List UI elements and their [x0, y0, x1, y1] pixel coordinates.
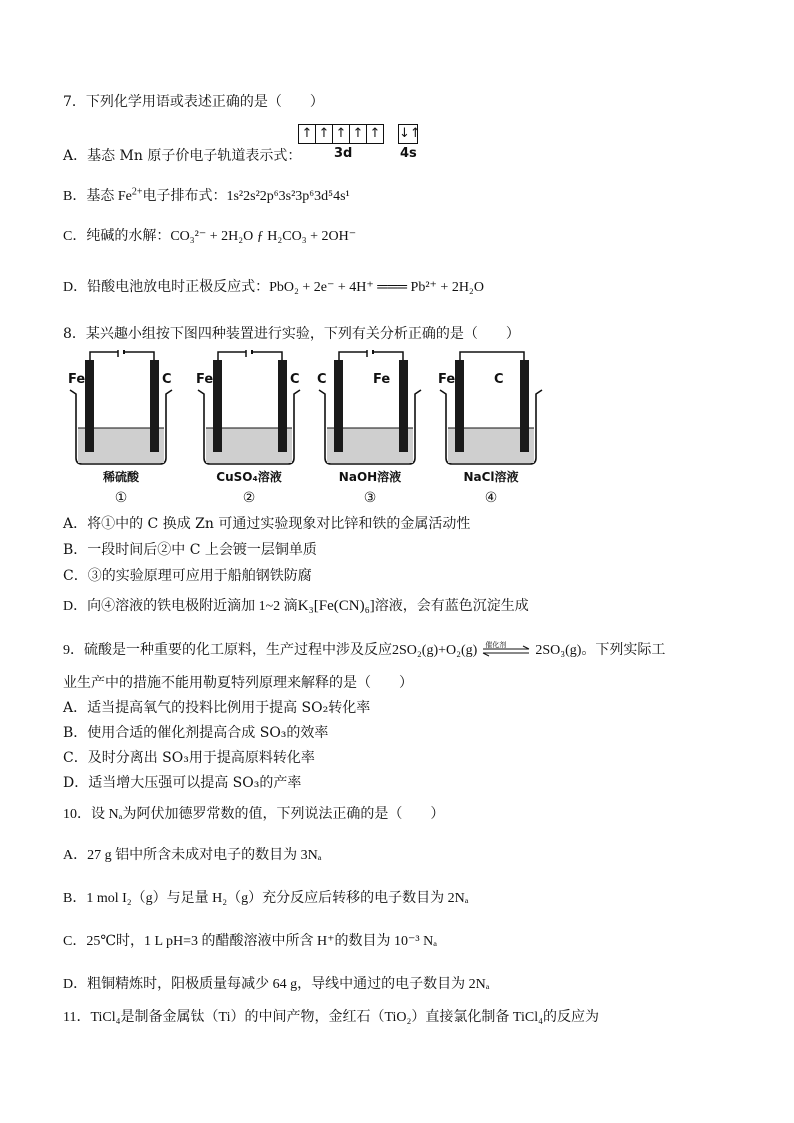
q7-b-mid: 电子排布式： [142, 189, 227, 204]
apparatus-number: ② [242, 490, 256, 506]
electrode-right-label: C [290, 372, 300, 387]
orbital-3d-boxes [298, 124, 384, 144]
electrode-left-label: Fe [196, 372, 214, 387]
electrode-left-label: Fe [68, 372, 86, 387]
orbital-4s-label: 4s [400, 146, 417, 161]
solution-label: NaCl溶液 [463, 470, 519, 484]
orbital-box: ↑ [333, 125, 350, 143]
q7-stem: 7．下列化学用语或表述正确的是（ ） [63, 94, 324, 110]
orbital-3d-label: 3d [334, 146, 353, 161]
orbital-box: ↓↑ [399, 126, 421, 141]
orbital-box: ↑ [369, 126, 381, 141]
q10-option-d: D．粗铜精炼时，阳极质量每减少 64 g，导线中通过的电子数目为 2Nₐ [63, 977, 490, 992]
electrode-right-label: C [162, 372, 172, 387]
beaker-diagram [436, 350, 546, 470]
q10-option-b: B．1 mol I₂（g）与足量 H₂（g）充分反应后转移的电子数目为 2Nₐ [63, 891, 469, 906]
q9-stem-line2: 业生产中的措施不能用勒夏特列原理来解释的是（ ） [63, 675, 413, 691]
q11-stem: 11．TiCl₄是制备金属钛（Ti）的中间产物，金红石（TiO₂）直接氯化制备 TiCl₄的反应为 [63, 1010, 599, 1025]
electrode-right-label: C [494, 372, 504, 387]
q10-stem: 10．设 Nₐ为阿伏加德罗常数的值，下列说法正确的是（ ） [63, 807, 445, 822]
beaker-diagram [66, 350, 176, 470]
q8-option-d [63, 596, 529, 617]
q9-option-d: D．适当增大压强可以提高 SO₃的产率 [63, 775, 302, 791]
apparatus-number: ① [114, 490, 128, 506]
q8-stem: 8．某兴趣小组按下图四种装置进行实验，下列有关分析正确的是（ ） [63, 326, 520, 342]
q7-option-c [63, 227, 356, 247]
q7-option-d [63, 278, 484, 298]
solution-label: CuSO₄溶液 [216, 470, 282, 484]
q7-d-prefix: D．铅酸电池放电时正极反应式： [63, 280, 270, 295]
q9-stem-line1 [63, 641, 665, 661]
orbital-box: ↑ [350, 125, 367, 143]
electrode-left-label: Fe [438, 372, 456, 387]
q8-option-a: A．将①中的 C 换成 Zn 可通过实验现象对比锌和铁的金属活动性 [63, 516, 471, 532]
q7-c-prefix: C．纯碱的水解： [63, 229, 171, 244]
beaker-diagram [194, 350, 304, 470]
q8-option-b: B．一段时间后②中 C 上会镀一层铜单质 [63, 542, 317, 558]
apparatus-4 [436, 350, 546, 515]
q7-b-config: 1s²2s²2p⁶3s²3p⁶3d⁵4s¹ [226, 189, 350, 204]
q8-d-prefix: D．向④溶液的铁电极附近滴加 1~2 滴 [63, 599, 298, 614]
q9-stem-a: 9．硫酸是一种重要的化工原料，生产过程中涉及反应 [63, 643, 392, 658]
apparatus-1 [66, 350, 176, 515]
q9-reaction-left: 2SO₂(g)+O₂(g) [392, 643, 478, 658]
q7-b-prefix: B．基态 Fe [63, 189, 132, 204]
q7-option-a: A．基态 Mn 原子价电子轨道表示式： [63, 148, 302, 164]
q9-option-a: A．适当提高氧气的投料比例用于提高 SO₂转化率 [63, 700, 371, 716]
q10-option-a: A．27 g 铝中所含未成对电子的数目为 3Nₐ [63, 848, 322, 863]
solution-label: 稀硫酸 [102, 470, 139, 484]
q9-reaction-right: 2SO₃(g) [535, 643, 582, 658]
q7-d-equation: PbO₂ + 2e⁻ + 4H⁺ ═══ Pb²⁺ + 2H₂O [269, 280, 484, 295]
orbital-box: ↑ [316, 125, 333, 143]
q7-option-b [63, 187, 350, 207]
q7-b-charge: 2+ [131, 186, 143, 198]
q8-d-reagent: K₃[Fe(CN)₆] [297, 598, 375, 614]
apparatus-number: ④ [484, 490, 498, 506]
catalyst-label: 催化剂 [485, 640, 507, 649]
equilibrium-arrow [477, 640, 535, 659]
orbital-4s-boxes [398, 124, 421, 144]
solution-label: NaOH溶液 [338, 470, 402, 484]
q7-c-equation: CO₃²⁻ + 2H₂O ƒ H₂CO₃ + 2OH⁻ [170, 229, 357, 244]
apparatus-2 [194, 350, 304, 515]
electrode-left-label: C [317, 372, 327, 387]
electrode-right-label: Fe [373, 372, 391, 387]
q9-option-c: C．及时分离出 SO₃用于提高原料转化率 [63, 750, 315, 766]
q10-option-c: C．25℃时，1 L pH=3 的醋酸溶液中所含 H⁺的数目为 10⁻³ Nₐ [63, 934, 438, 949]
apparatus-3 [315, 350, 425, 515]
q8-d-suffix: 溶液，会有蓝色沉淀生成 [374, 599, 529, 614]
apparatus-number: ③ [363, 490, 377, 506]
orbital-box: ↑ [299, 125, 316, 143]
q8-option-c: C．③的实验原理可应用于船舶钢铁防腐 [63, 568, 312, 584]
beaker-diagram [315, 350, 425, 470]
q9-option-b: B．使用合适的催化剂提高合成 SO₃的效率 [63, 725, 329, 741]
q9-stem-b: 。下列实际工 [581, 643, 666, 658]
